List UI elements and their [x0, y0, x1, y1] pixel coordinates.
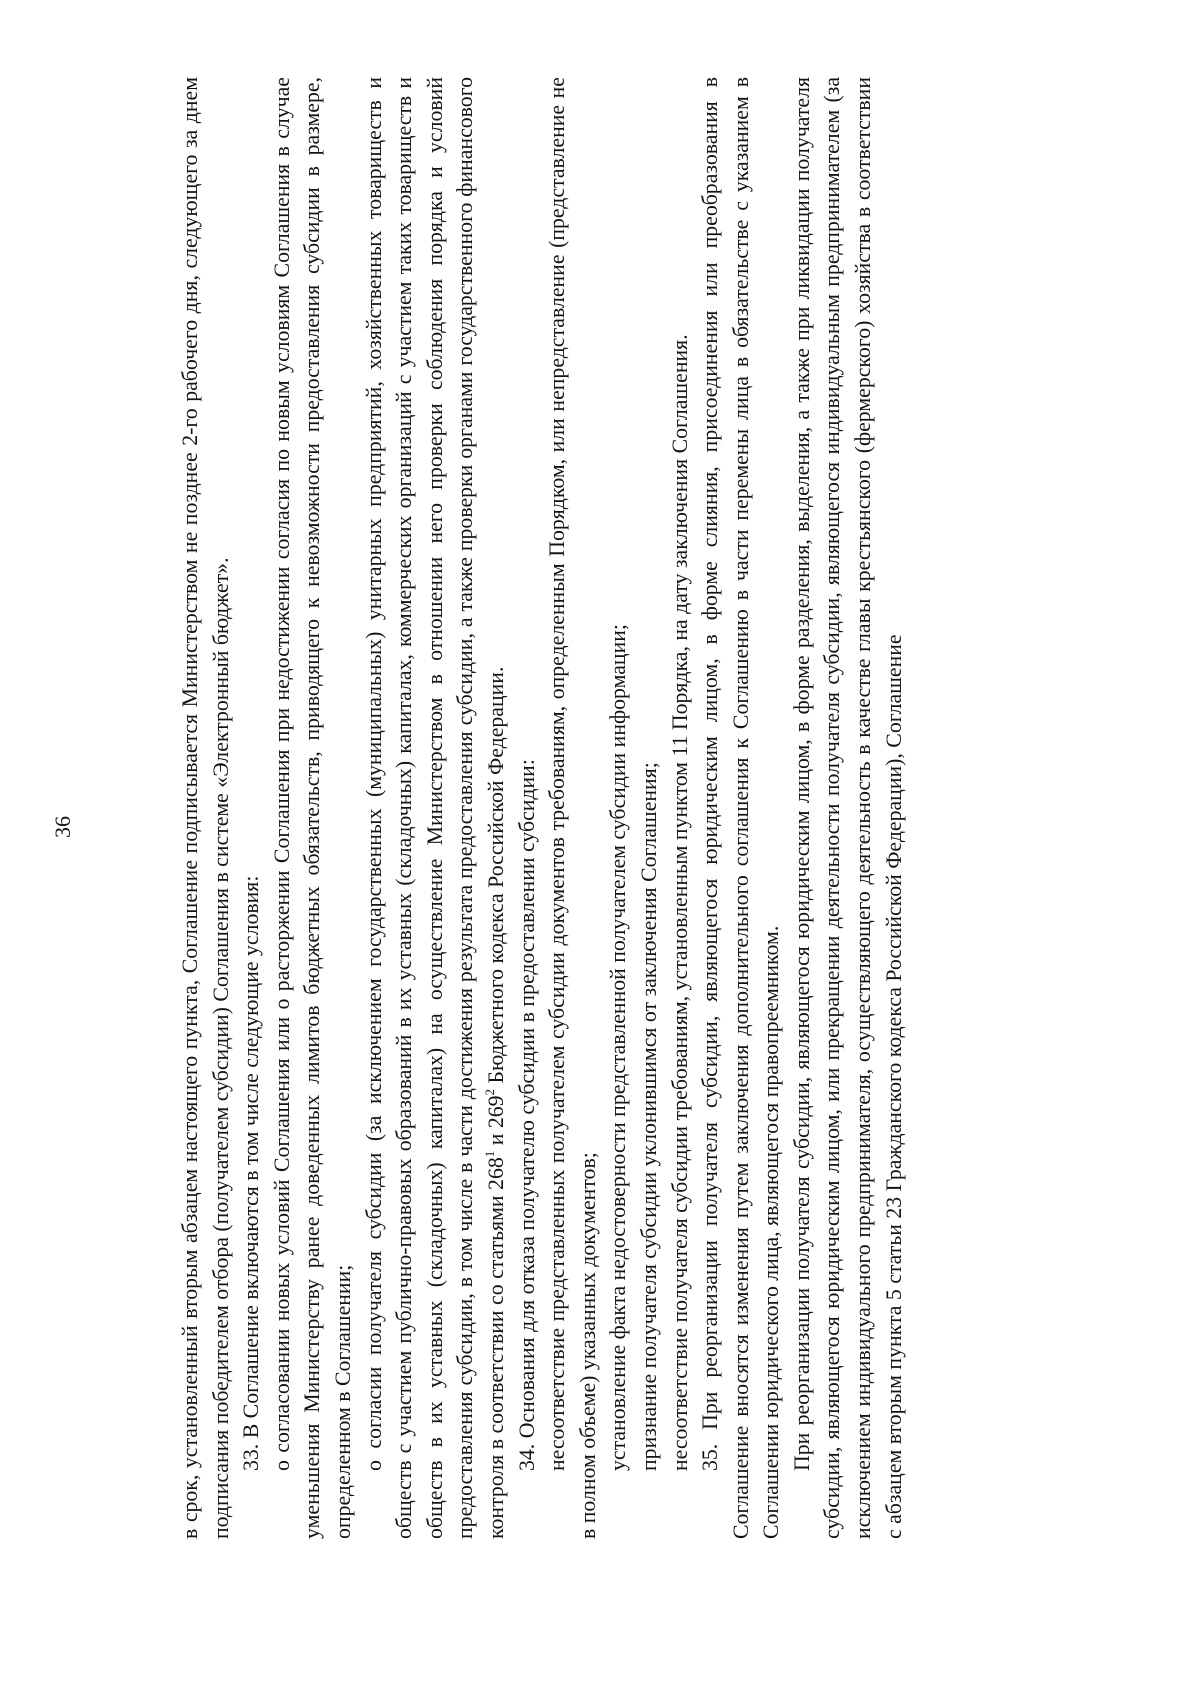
paragraph-reorganization: При реорганизации получателя субсидии, являющегося юридическим лицом, в форме разделения, выделения, а также при ликвидации получателя субсидии, являющегося юридическим лицом, или прекращении деятельности получателя субсидии, являющегося индивидуальным предпринимателем (за исключением индивидуального предпринимателя, осуществляющего деятельность в качестве главы крестьянского (фермерского) хозяйства в соответствии с абзацем вторым пункта 5 статьи 23 Гражданского кодекса Российской Федерации), Соглашение [789, 77, 906, 1539]
consent-text-part-1: о согласии получателя субсидии (за исключением государственных (муниципальных) унитарных предприятий, хозяйственных товариществ и обществ с участием публично-правовых образований в их уставных (складочных) капиталах, коммерческих организаций с участием таких товариществ и обществ в их уставных (складочных) капиталах) на осуществление Министерством в отношении него проверки соблюдения порядка и условий предоставления субсидии, в том числе в части достижения результата предоставления субсидии, а также проверки органами государственного финансового контроля в соответствии со статьями 268 [361, 77, 508, 1539]
paragraph-item-34: 34. Основания для отказа получателю субсидии в предоставлении субсидии: [514, 759, 539, 1471]
consent-text-part-2: и 269 [483, 1095, 508, 1151]
paragraph-item-35: 35. При реорганизации получателя субсидии, являющегося юридическим лицом, в форме слияния, присоединения или преобразования в Соглашение вносятся изменения путем заключения дополнительного соглашения к Соглашению в части перемены лица в обязательстве с указанием в Соглашении юридического лица, являющегося правопреемником. [698, 77, 784, 1539]
page-number: 36 [50, 816, 75, 838]
paragraph-refusal-documents: несоответствие представленных получателем субсидии документов требованиям, определенным Порядком, или непредставление (представление не в полном объеме) указанных документов; [545, 77, 600, 1539]
footnote-superscript-2: 2 [481, 1088, 497, 1096]
document-body [175, 77, 909, 1539]
paragraph-refusal-evasion: признание получателя субсидии уклонившимся от заключения Соглашения; [636, 762, 661, 1471]
paragraph-condition-consent [359, 77, 512, 1539]
paragraph-condition-agreement-change: о согласовании новых условий Соглашения или о расторжении Соглашения при недостижении согласия по новым условиям Соглашения в случае уменьшения Министерству ранее доведенных лимитов бюджетных обязательств, приводящего к невозможности предоставления субсидии в размере, определенном в Соглашении; [269, 77, 355, 1539]
consent-text-part-3: Бюджетного кодекса Российской Федерации. [483, 666, 508, 1089]
paragraph-refusal-false-info: установление факта недостоверности представленной получателем субсидии информации; [606, 624, 631, 1471]
footnote-superscript-1: 1 [481, 1150, 497, 1158]
paragraph-item-33: 33. В Соглашение включаются в том числе следующие условия: [239, 875, 264, 1471]
paragraph-continuation: в срок, установленный вторым абзацем настоящего пункта, Соглашение подписывается Министерством не позднее 2-го рабочего дня, следующего за днем подписания победителем отбора (получателем субсидии) Соглашения в системе «Электронный бюджет». [178, 77, 233, 1539]
paragraph-refusal-requirements: несоответствие получателя субсидии требованиям, установленным пунктом 11 Порядка, на дату заключения Соглашения. [667, 334, 692, 1471]
